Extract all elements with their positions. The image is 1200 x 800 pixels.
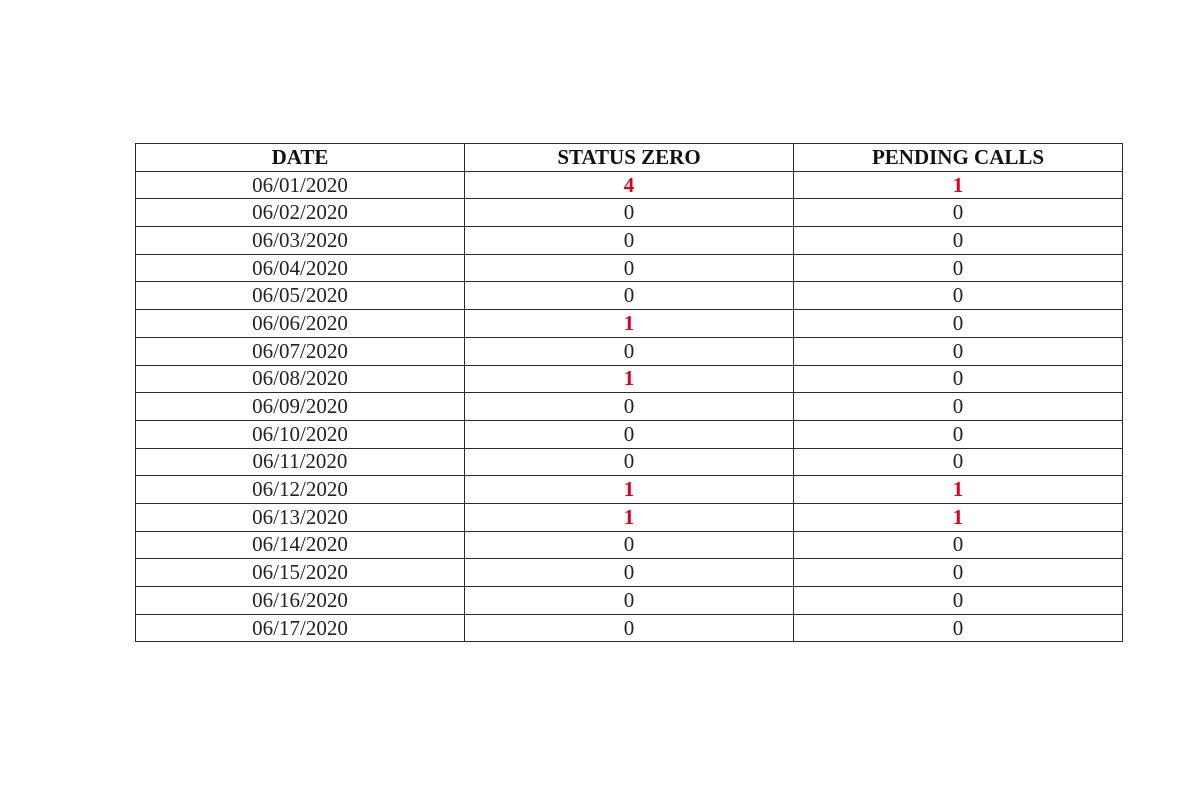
cell-status-zero: 0 — [465, 448, 794, 476]
cell-date: 06/08/2020 — [136, 365, 465, 393]
cell-date: 06/04/2020 — [136, 254, 465, 282]
table-row — [136, 476, 1123, 504]
cell-pending-calls: 1 — [794, 476, 1123, 504]
cell-date: 06/17/2020 — [136, 614, 465, 642]
table-row — [136, 254, 1123, 282]
table-row — [136, 503, 1123, 531]
table-row — [136, 171, 1123, 199]
cell-status-zero: 0 — [465, 420, 794, 448]
cell-status-zero: 0 — [465, 254, 794, 282]
table-row — [136, 393, 1123, 421]
cell-status-zero: 0 — [465, 531, 794, 559]
table-row — [136, 448, 1123, 476]
cell-date: 06/09/2020 — [136, 393, 465, 421]
cell-status-zero: 0 — [465, 199, 794, 227]
cell-status-zero: 0 — [465, 337, 794, 365]
cell-pending-calls: 0 — [794, 614, 1123, 642]
header-pending-calls: PENDING CALLS — [794, 144, 1123, 172]
table-row — [136, 531, 1123, 559]
cell-date: 06/16/2020 — [136, 587, 465, 615]
table-row — [136, 559, 1123, 587]
table-header — [136, 144, 1123, 172]
cell-date: 06/05/2020 — [136, 282, 465, 310]
table-row — [136, 420, 1123, 448]
cell-status-zero: 1 — [465, 310, 794, 338]
cell-pending-calls: 0 — [794, 227, 1123, 255]
cell-pending-calls: 0 — [794, 393, 1123, 421]
cell-status-zero: 0 — [465, 587, 794, 615]
table-row — [136, 614, 1123, 642]
cell-status-zero: 0 — [465, 227, 794, 255]
cell-pending-calls: 0 — [794, 531, 1123, 559]
cell-date: 06/06/2020 — [136, 310, 465, 338]
table-body — [136, 171, 1123, 642]
cell-pending-calls: 0 — [794, 420, 1123, 448]
cell-date: 06/01/2020 — [136, 171, 465, 199]
cell-date: 06/11/2020 — [136, 448, 465, 476]
cell-date: 06/13/2020 — [136, 503, 465, 531]
cell-date: 06/07/2020 — [136, 337, 465, 365]
cell-date: 06/15/2020 — [136, 559, 465, 587]
cell-status-zero: 0 — [465, 559, 794, 587]
status-table — [135, 143, 1123, 642]
cell-pending-calls: 1 — [794, 503, 1123, 531]
cell-status-zero: 1 — [465, 365, 794, 393]
table-row — [136, 365, 1123, 393]
cell-pending-calls: 0 — [794, 559, 1123, 587]
header-date: DATE — [136, 144, 465, 172]
cell-pending-calls: 0 — [794, 365, 1123, 393]
cell-date: 06/03/2020 — [136, 227, 465, 255]
table-row — [136, 282, 1123, 310]
cell-status-zero: 0 — [465, 614, 794, 642]
header-row — [136, 144, 1123, 172]
cell-pending-calls: 0 — [794, 254, 1123, 282]
table-row — [136, 310, 1123, 338]
cell-date: 06/14/2020 — [136, 531, 465, 559]
table-row — [136, 337, 1123, 365]
cell-status-zero: 1 — [465, 476, 794, 504]
cell-status-zero: 0 — [465, 393, 794, 421]
cell-status-zero: 1 — [465, 503, 794, 531]
cell-status-zero: 0 — [465, 282, 794, 310]
table-row — [136, 227, 1123, 255]
cell-pending-calls: 0 — [794, 587, 1123, 615]
cell-pending-calls: 1 — [794, 171, 1123, 199]
table-row — [136, 199, 1123, 227]
cell-pending-calls: 0 — [794, 199, 1123, 227]
cell-pending-calls: 0 — [794, 337, 1123, 365]
header-status-zero: STATUS ZERO — [465, 144, 794, 172]
cell-date: 06/10/2020 — [136, 420, 465, 448]
cell-pending-calls: 0 — [794, 282, 1123, 310]
table-row — [136, 587, 1123, 615]
cell-status-zero: 4 — [465, 171, 794, 199]
cell-date: 06/12/2020 — [136, 476, 465, 504]
cell-pending-calls: 0 — [794, 310, 1123, 338]
cell-pending-calls: 0 — [794, 448, 1123, 476]
cell-date: 06/02/2020 — [136, 199, 465, 227]
